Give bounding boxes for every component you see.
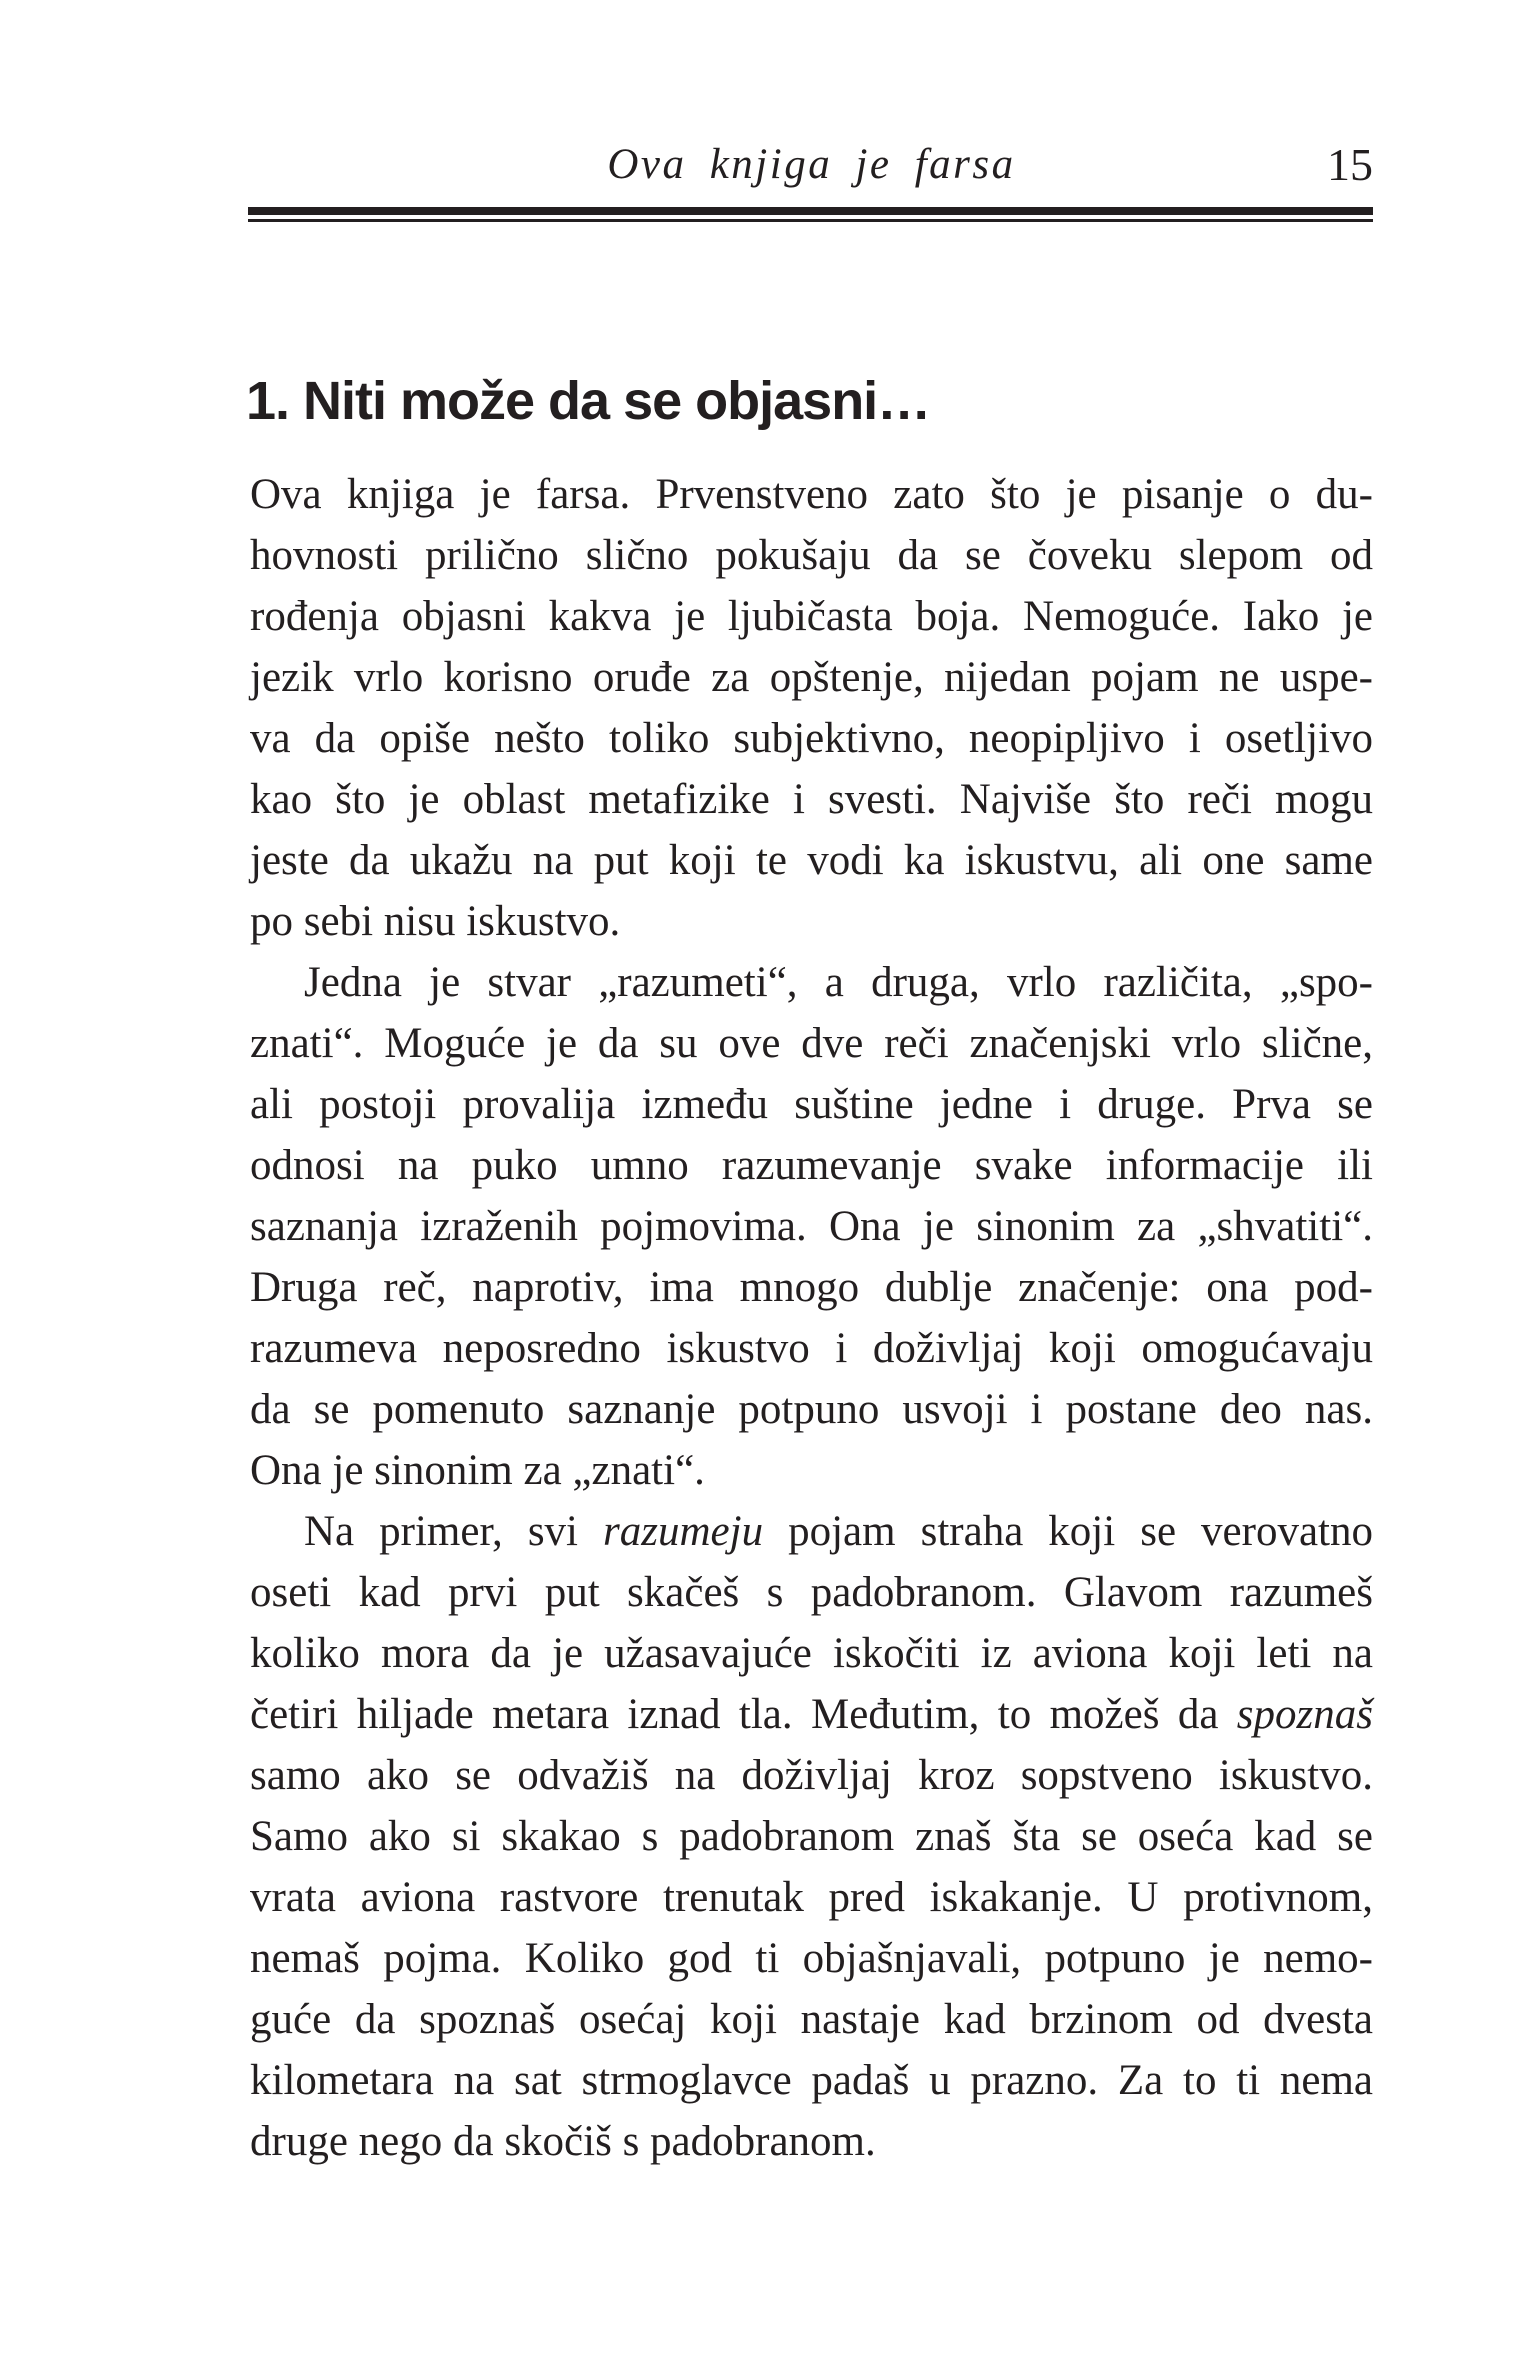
text-line (250, 647, 1373, 708)
text-line (250, 2111, 1373, 2172)
text-segment: oseti kad prvi put skačeš s padobranom. Glavom razumeš (250, 1569, 1373, 1616)
italic-text: spoznaš (1236, 1691, 1373, 1738)
text-line (250, 1013, 1373, 1074)
text-line (250, 891, 1373, 952)
text-line (250, 708, 1373, 769)
text-line (250, 586, 1373, 647)
text-segment: po sebi nisu iskustvo. (250, 898, 621, 945)
text-line (250, 1562, 1373, 1623)
text-segment: Jedna je stvar „razumeti“, a druga, vrlo različita, „spo- (304, 959, 1373, 1006)
text-line (250, 769, 1373, 830)
text-segment: da se pomenuto saznanje potpuno usvoji i postane deo nas. (250, 1386, 1373, 1433)
text-line (250, 1440, 1373, 1501)
text-segment: znati“. Moguće je da su ove dve reči značenjski vrlo slične, (250, 1020, 1373, 1067)
text-segment: druge nego da skočiš s padobranom. (250, 2118, 876, 2165)
text-line (250, 1989, 1373, 2050)
text-segment: rođenja objasni kakva je ljubičasta boja. Nemoguće. Iako je (250, 593, 1373, 640)
italic-text: razumeju (603, 1508, 764, 1555)
text-segment: kao što je oblast metafizike i svesti. Najviše što reči mogu (250, 776, 1373, 823)
text-segment: Ona je sinonim za „znati“. (250, 1447, 705, 1494)
header-double-rule (248, 207, 1373, 222)
text-line (250, 1806, 1373, 1867)
rule-thick-line (248, 207, 1373, 215)
rule-thin-line (248, 219, 1373, 222)
text-segment: jeste da ukažu na put koji te vodi ka iskustvu, ali one same (250, 837, 1373, 884)
text-line (250, 525, 1373, 586)
text-segment: ali postoji provalija između suštine jedne i druge. Prva se (250, 1081, 1373, 1128)
text-line (250, 1867, 1373, 1928)
text-segment: Ova knjiga je farsa. Prvenstveno zato što je pisanje o du- (250, 471, 1373, 518)
text-line (250, 2050, 1373, 2111)
text-segment: pojam straha koji se verovatno (763, 1508, 1373, 1555)
text-line (250, 952, 1373, 1013)
text-segment: odnosi na puko umno razumevanje svake informacije ili (250, 1142, 1373, 1189)
text-segment: saznanja izraženih pojmovima. Ona je sinonim za „shvatiti“. (250, 1203, 1373, 1250)
text-segment: nemaš pojma. Koliko god ti objašnjavali, potpuno je nemo- (250, 1935, 1373, 1982)
text-segment: jezik vrlo korisno oruđe za opštenje, nijedan pojam ne uspe- (250, 654, 1373, 701)
text-segment: koliko mora da je užasavajuće iskočiti iz aviona koji leti na (250, 1630, 1373, 1677)
running-title: Ova knjiga je farsa (607, 141, 1016, 188)
text-line (250, 1257, 1373, 1318)
text-line (250, 1623, 1373, 1684)
chapter-heading: 1. Niti može da se objasni… (246, 371, 931, 432)
text-segment: četiri hiljade metara iznad tla. Međutim, to možeš da (250, 1691, 1237, 1738)
text-line (250, 1928, 1373, 1989)
text-line (250, 1684, 1373, 1745)
text-segment: razumeva neposredno iskustvo i doživljaj koji omogućavaju (250, 1325, 1373, 1372)
text-line (250, 1196, 1373, 1257)
text-segment: guće da spoznaš osećaj koji nastaje kad brzinom od dvesta (250, 1996, 1373, 2043)
body-text (250, 464, 1373, 2172)
text-segment: kilometara na sat strmoglavce padaš u prazno. Za to ti nema (250, 2057, 1373, 2104)
text-line (250, 1745, 1373, 1806)
text-segment: Na primer, svi (304, 1508, 604, 1555)
text-line (250, 1074, 1373, 1135)
text-segment: Samo ako si skakao s padobranom znaš šta se oseća kad se (250, 1813, 1373, 1860)
page-number: 15 (1327, 139, 1373, 190)
text-segment: vrata aviona rastvore trenutak pred iskakanje. U protivnom, (250, 1874, 1373, 1921)
running-head (250, 140, 1373, 196)
text-segment: samo ako se odvažiš na doživljaj kroz sopstveno iskustvo. (250, 1752, 1373, 1799)
text-line (250, 830, 1373, 891)
text-line (250, 1379, 1373, 1440)
text-line (250, 1501, 1373, 1562)
text-line (250, 464, 1373, 525)
text-segment: va da opiše nešto toliko subjektivno, neopipljivo i osetljivo (250, 715, 1373, 762)
text-segment: Druga reč, naprotiv, ima mnogo dublje značenje: ona pod- (250, 1264, 1373, 1311)
text-segment: hovnosti prilično slično pokušaju da se čoveku slepom od (250, 532, 1373, 579)
text-line (250, 1318, 1373, 1379)
text-line (250, 1135, 1373, 1196)
